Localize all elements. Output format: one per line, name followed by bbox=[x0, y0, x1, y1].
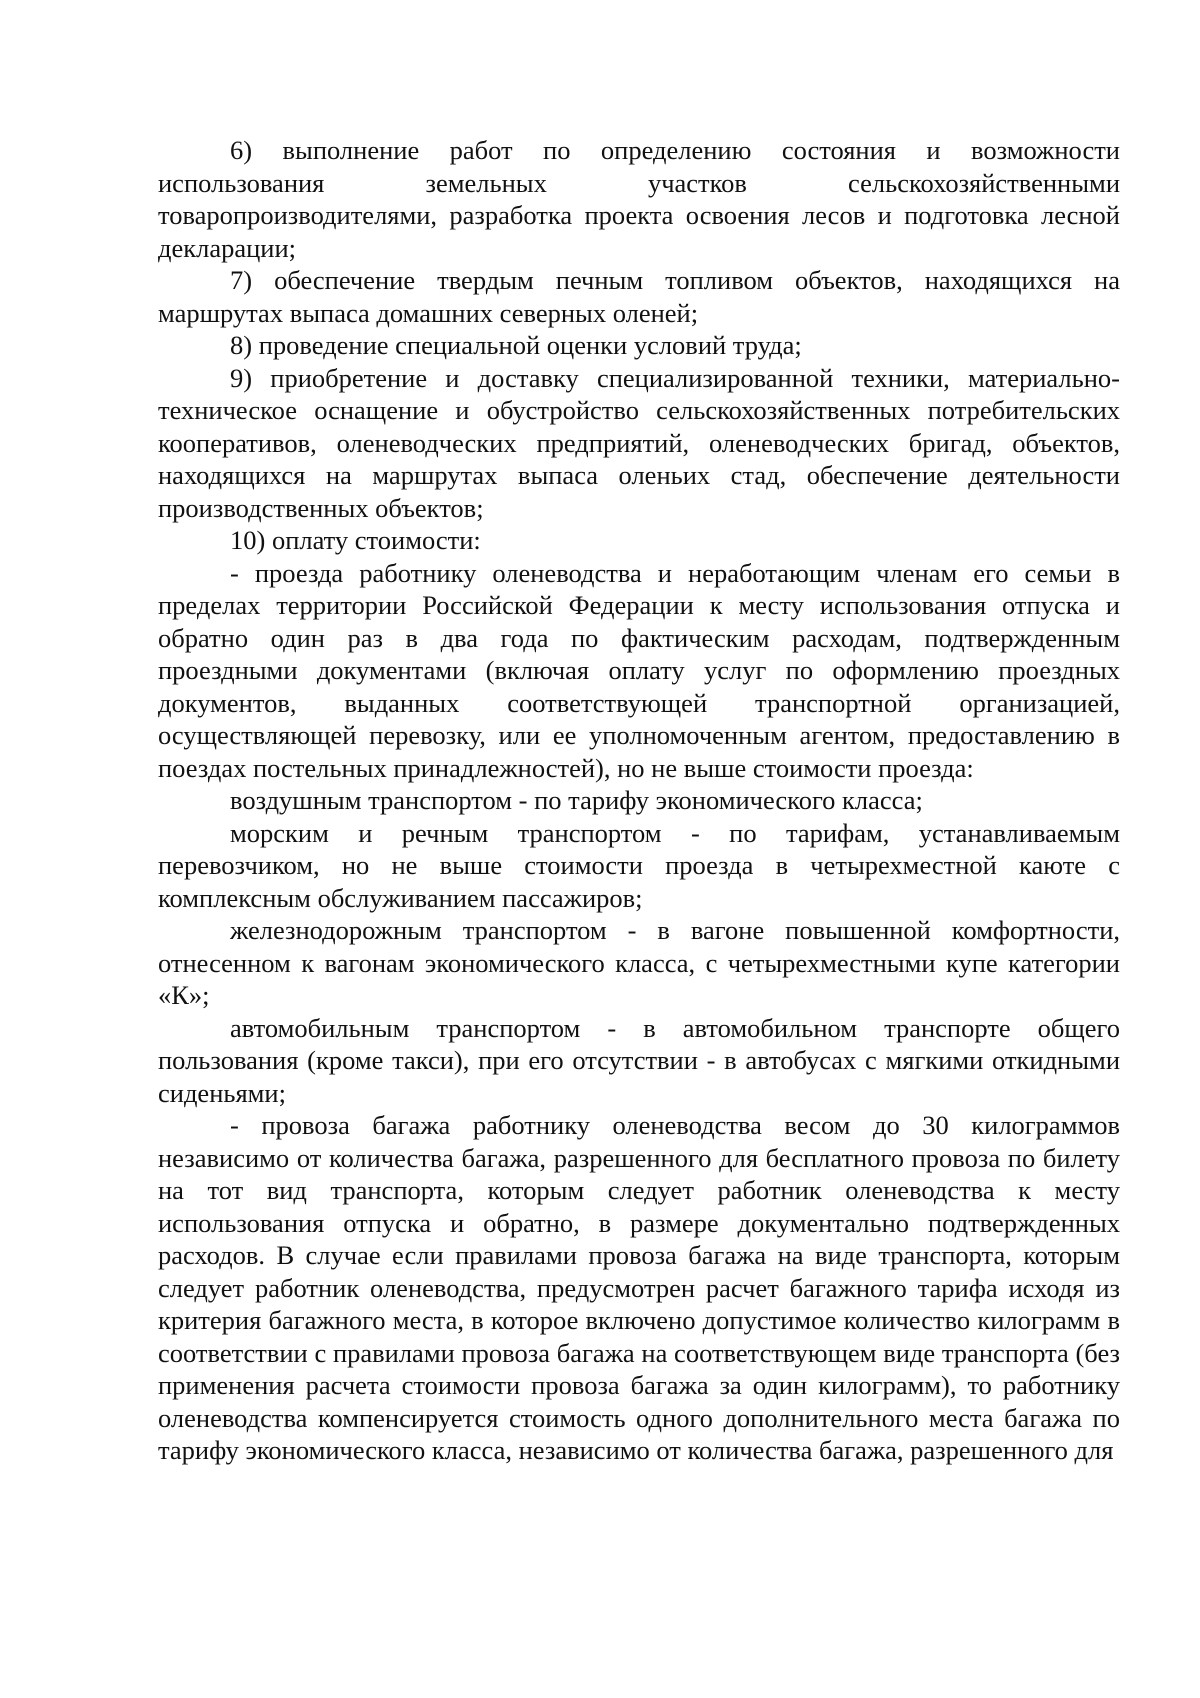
paragraph-travel-cost: - проезда работнику оленеводства и неработающим членам его семьи в пределах территории Российской Федерации к месту использования отпуска и обратно один раз в два года по фактическим расходам, подтвержденным проездными документами (включая оплату услуг по оформлению проездных документов, выданных соответствующей транспортной организацией, осуществляющей перевозку, или ее уполномоченным агентом, предоставлению в поездах постельных принадлежностей), но не выше стоимости проезда: bbox=[158, 557, 1120, 783]
paragraph-item-7: 7) обеспечение твердым печным топливом объектов, находящихся на маршрутах выпаса домашних северных оленей; bbox=[158, 265, 1120, 328]
paragraph-item-10: 10) оплату стоимости: bbox=[230, 525, 481, 555]
paragraph-sea-river-transport: морским и речным транспортом - по тарифам, устанавливаемым перевозчиком, но не выше стоимости проезда в четырехместной каюте с комплексным обслуживанием пассажиров; bbox=[158, 817, 1120, 913]
paragraph-road-transport: автомобильным транспортом - в автомобильном транспорте общего пользования (кроме такси), при его отсутствии - в автобусах с мягкими откидными сиденьями; bbox=[158, 1012, 1120, 1108]
paragraph-item-6: 6) выполнение работ по определению состояния и возможности использования земельных участков сельскохозяйственными товаропроизводителями, разработка проекта освоения лесов и подготовка лесной декларации; bbox=[158, 135, 1120, 263]
paragraph-item-8: 8) проведение специальной оценки условий труда; bbox=[230, 330, 802, 360]
paragraph-baggage: - провоза багажа работнику оленеводства весом до 30 килограммов независимо от количества багажа, разрешенного для бесплатного провоза по билету на тот вид транспорта, которым следует работник оленеводства к месту использования отпуска и обратно, в размере документально подтвержденных расходов. В случае если правилами провоза багажа на виде транспорта, которым следует работник оленеводства, предусмотрен расчет багажного тарифа исходя из критерия багажного места, в которое включено допустимое количество килограмм в соответствии с правилами провоза багажа на соответствующем виде транспорта (без применения расчета стоимости провоза багажа за один килограмм), то работнику оленеводства компенсируется стоимость одного дополнительного места багажа по тарифу экономического класса, независимо от количества багажа, разрешенного для bbox=[158, 1110, 1120, 1465]
document-page bbox=[158, 134, 1120, 1467]
paragraph-item-9: 9) приобретение и доставку специализированной техники, материально-техническое оснащение и обустройство сельскохозяйственных потребительских кооперативов, оленеводческих предприятий, оленеводческих бригад, объектов, находящихся на маршрутах выпаса оленьих стад, обеспечение деятельности производственных объектов; bbox=[158, 362, 1120, 523]
paragraph-air-transport: воздушным транспортом - по тарифу экономического класса; bbox=[230, 785, 923, 815]
paragraph-rail-transport: железнодорожным транспортом - в вагоне повышенной комфортности, отнесенном к вагонам экономического класса, с четырехместными купе категории «К»; bbox=[158, 915, 1120, 1010]
